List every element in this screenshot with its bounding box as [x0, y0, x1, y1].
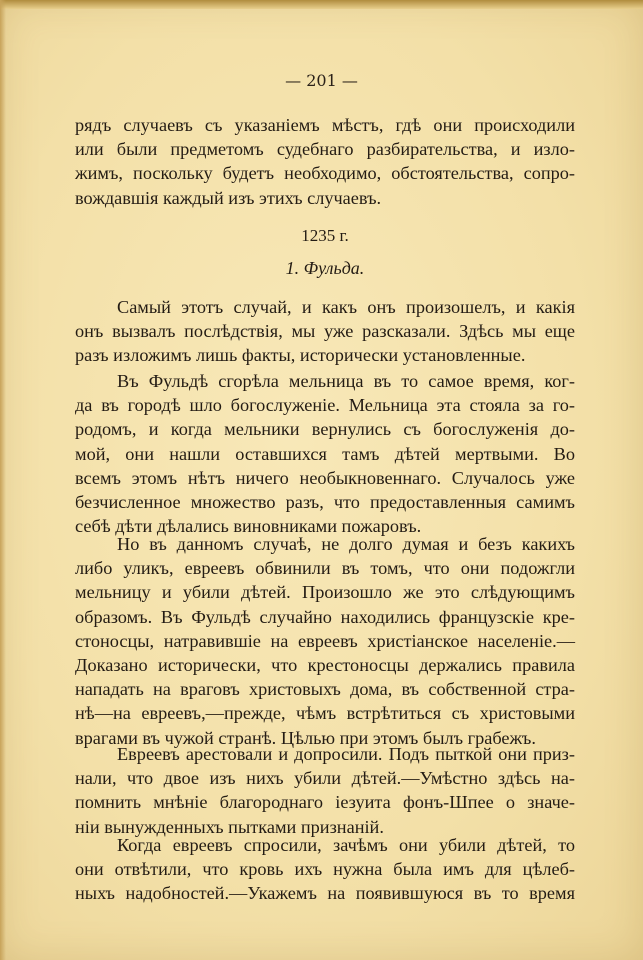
text-line: ніи вынужденныхъ пытками признаній.	[75, 816, 384, 837]
text-line: мой, они нашли оставшихся тамъ дѣтей мертвыми. Во	[75, 443, 575, 464]
text-line: безчисленное множество разъ, что предоставленныя самимъ	[75, 492, 575, 513]
text-line: себѣ дѣти дѣлались виновниками пожаровъ.	[75, 516, 422, 537]
text-line: всемъ этомъ нѣтъ ничего необыкновеннаго. Случалось уже	[75, 467, 575, 488]
text-line: Но въ данномъ случаѣ, не долго думая и безъ какихъ	[117, 534, 575, 554]
text-line: помнить мнѣніе благороднаго іезуита фонъ-Шпее о значе-	[75, 792, 575, 813]
paragraph-2	[75, 369, 575, 538]
text-line: они отвѣтили, что кровь ихъ нужна была имъ для цѣлеб-	[75, 859, 575, 880]
text-line: образомъ. Въ Фульдѣ случайно находились французскіе кре-	[75, 606, 575, 627]
paragraph-4	[75, 742, 575, 839]
text-line: стоносцы, натравившіе на евреевъ христіанское населеніе.—	[75, 630, 575, 651]
text-line: Евреевъ арестовали и допросили. Подъ пыткой они приз-	[117, 744, 575, 764]
text-line: мельницу и убили дѣтей. Произошло же это слѣдующимъ	[75, 582, 575, 603]
text-line: врагами въ чужой странѣ. Цѣлью при этомъ былъ грабежъ.	[75, 727, 536, 748]
paragraph-3	[75, 532, 575, 750]
text-line: нѣ—на евреевъ,—прежде, чѣмъ встрѣтиться съ христовыми	[75, 703, 575, 724]
text-line: нападать на враговъ христовыхъ дома, въ собственной стра-	[75, 679, 575, 700]
text-line: вождавшія каждый изъ этихъ случаевъ.	[75, 187, 382, 208]
text-line: жимъ, поскольку будетъ необходимо, обстоятельства, сопро-	[75, 163, 575, 184]
place-heading: 1. Фульда.	[285, 258, 365, 278]
text-line: либо уликъ, евреевъ обвинили въ томъ, что они подожгли	[75, 558, 575, 579]
year-heading: 1235 г.	[301, 226, 349, 245]
text-line: разъ изложимъ лишь факты, исторически установленные.	[75, 345, 526, 366]
text-line: Самый этотъ случай, и какъ онъ произошелъ, и какія	[117, 297, 575, 317]
intro-paragraph	[75, 113, 575, 210]
text-line: да въ городѣ шло богослуженіе. Мельница эта стояла за го-	[75, 395, 575, 416]
text-line: Въ Фульдѣ сгорѣла мельница въ то самое время, ког-	[117, 371, 575, 391]
text-line: Доказано исторически, что крестоносцы держались правила	[75, 655, 575, 676]
page-number: — 201 —	[285, 71, 358, 90]
page-left-edge	[0, 0, 6, 960]
text-line: онъ вызвалъ послѣдствія, мы уже разсказали. Здѣсь мы еще	[75, 321, 575, 342]
text-line: нали, что двое изъ нихъ убили дѣтей.—Умѣстно здѣсь на-	[75, 768, 575, 789]
page-top-edge	[0, 0, 643, 9]
text-line: или были предметомъ судебнаго разбирательства, и изло-	[75, 139, 575, 160]
text-line: Когда евреевъ спросили, зачѣмъ они убили дѣтей, то	[117, 835, 575, 855]
text-line: рядъ случаевъ съ указаніемъ мѣстъ, гдѣ они происходили	[75, 115, 575, 135]
paragraph-1	[75, 295, 575, 368]
text-line: родомъ, и когда мельники вернулись съ богослуженія до-	[75, 419, 575, 440]
paragraph-5	[75, 833, 575, 906]
text-line: ныхъ надобностей.—Укажемъ на появившуюся въ то время	[75, 883, 575, 904]
